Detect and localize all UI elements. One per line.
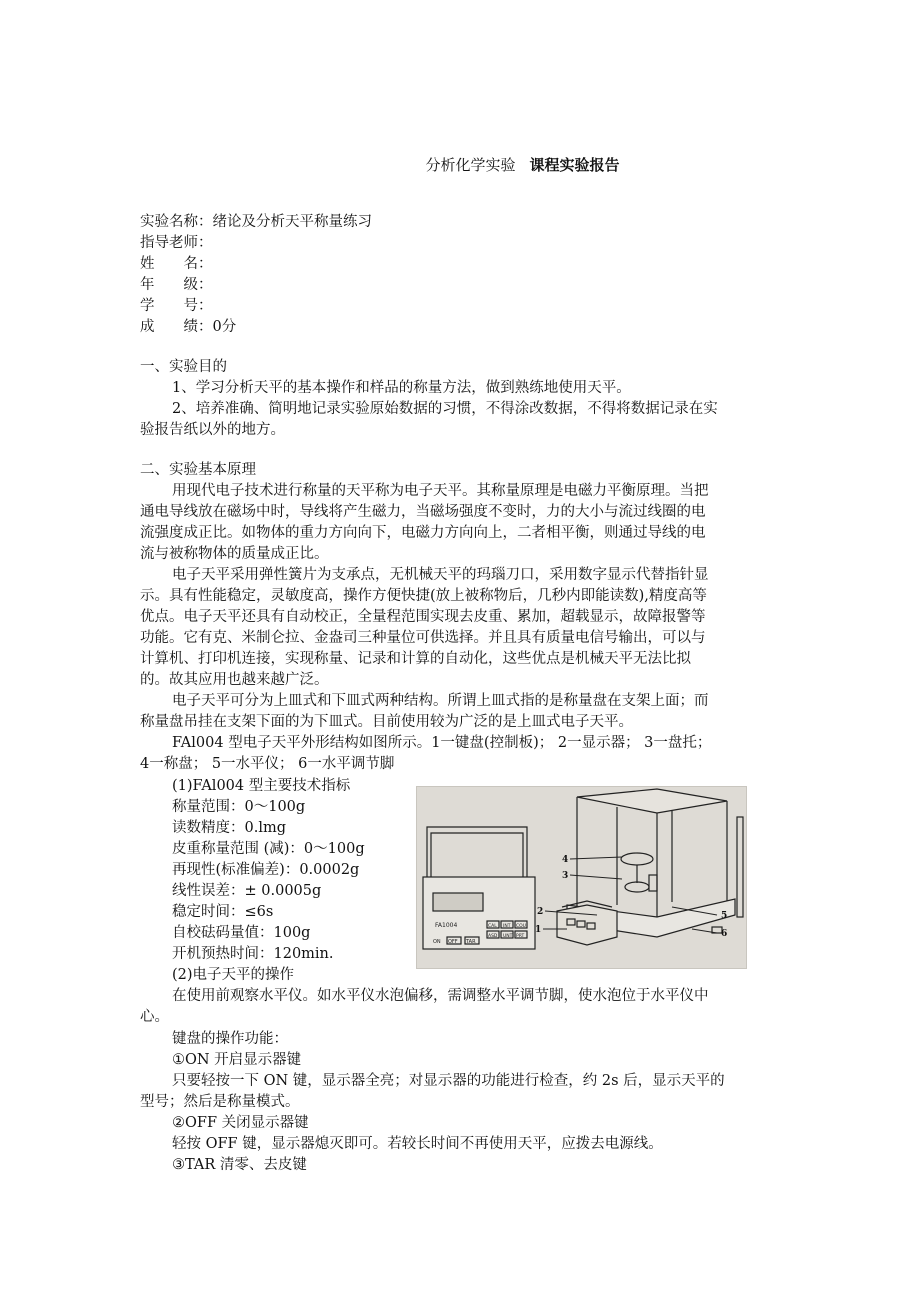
report-title <box>0 154 920 175</box>
key-tar-label: TAR <box>466 939 476 945</box>
section2-line: 功能。它有克、米制仑拉、金盎司三种量位可供选择。并且具有质量电信号输出，可以与 <box>140 630 706 646</box>
info-label: 成 绩： <box>140 319 213 335</box>
section2-line: 电子天平采用弹性簧片为支承点，无机械天平的玛瑙刀口，采用数字显示代替指针显 <box>172 567 709 583</box>
callout-2: 2 <box>537 907 544 917</box>
panel-brand-label: FA1004 <box>435 922 458 929</box>
key-int-label: INT <box>503 924 511 929</box>
operation-line: 键盘的操作功能： <box>172 1031 288 1047</box>
info-grade-year <box>140 276 213 295</box>
section2-heading: 二、实验基本原理 <box>140 462 256 478</box>
title-report: 课程实验报告 <box>529 156 620 174</box>
section2-line: FAl004 型电子天平外形结构如图所示。1一键盘(控制板)； 2一显示器； 3一盘托； <box>172 735 712 751</box>
info-label: 指导老师： <box>140 235 213 251</box>
info-student-id <box>140 297 213 316</box>
section2-line: 称量盘吊挂在支架下面的为下皿式。目前使用较为广泛的是上皿式电子天平。 <box>140 714 633 730</box>
key-off-label: OFF <box>448 939 458 945</box>
section2-line: 电子天平可分为上皿式和下皿式两种结构。所谓上皿式指的是称量盘在支架上面；而 <box>172 693 709 709</box>
spec-item: 自校砝码量值：100g <box>172 925 311 941</box>
section2-line: 4一称盘； 5一水平仪； 6一水平调节脚 <box>140 756 395 772</box>
section1-line: 验报告纸以外的地方。 <box>140 422 285 438</box>
operation-line: 型号；然后是称量模式。 <box>140 1094 300 1110</box>
info-value: 绪论及分析天平称量练习 <box>212 214 372 230</box>
section1-line: 1、学习分析天平的基本操作和样品的称量方法，做到熟练地使用天平。 <box>172 380 631 396</box>
balance-drawing <box>417 787 746 968</box>
key-asd-label: ASD <box>488 934 498 939</box>
section1-heading: 一、实验目的 <box>140 359 227 375</box>
operation-heading: (2)电子天平的操作 <box>172 967 295 983</box>
section2-line: 计算机、打印机连接，实现称量、记录和计算的自动化，这些优点是机械天平无法比拟 <box>140 651 691 667</box>
callout-1: 1 <box>535 925 542 935</box>
specs-heading: (1)FAl004 型主要技术指标 <box>172 778 351 794</box>
spec-item: 线性误差：± 0.0005g <box>172 883 322 899</box>
info-score <box>140 318 236 337</box>
callout-5: 5 <box>721 911 728 921</box>
info-experiment-name <box>140 213 372 232</box>
operation-line: 在使用前观察水平仪。如水平仪水泡偏移，需调整水平调节脚，使水泡位于水平仪中 <box>172 988 709 1004</box>
section2-line: 通电导线放在磁场中时，导线将产生磁力，当磁场强度不变时，力的大小与流过线圈的电 <box>140 504 706 520</box>
key-on-label: ON <box>433 939 441 945</box>
spec-item: 皮重称量范围 (减)：0～100g <box>172 841 365 857</box>
operation-line: 只要轻按一下 ON 键，显示器全亮；对显示器的功能进行检查，约 2s 后，显示天平的 <box>172 1073 725 1089</box>
info-value: 0分 <box>212 319 237 335</box>
info-label: 学 号： <box>140 298 213 314</box>
spec-item: 称量范围：0～100g <box>172 799 306 815</box>
key-unt-label: UNT <box>503 934 513 939</box>
operation-line: ①ON 开启显示器键 <box>172 1052 302 1068</box>
balance-figure <box>416 786 747 969</box>
info-label: 年 级： <box>140 277 213 293</box>
operation-line: ③TAR 清零、去皮键 <box>172 1157 307 1173</box>
spec-item: 开机预热时间：120min. <box>172 946 334 962</box>
spec-item: 稳定时间：≤6s <box>172 904 274 920</box>
callout-6: 6 <box>721 929 728 939</box>
section2-line: 的。故其应用也越来越广泛。 <box>140 672 329 688</box>
key-cal-label: CAL <box>488 924 497 929</box>
section2-line: 流强度成正比。如物体的重力方向向下，电磁力方向向上，二者相平衡，则通过导线的电 <box>140 525 706 541</box>
section2-line: 用现代电子技术进行称量的天平称为电子天平。其称量原理是电磁力平衡原理。当把 <box>172 483 709 499</box>
spec-item: 再现性(标准偏差)：0.0002g <box>172 862 360 878</box>
info-instructor <box>140 234 213 253</box>
info-label: 姓 名： <box>140 256 213 272</box>
spec-item: 读数精度：0.lmg <box>172 820 287 836</box>
operation-line: 心。 <box>140 1009 169 1025</box>
section2-line: 优点。电子天平还具有自动校正，全量程范围实现去皮重、累加，超载显示，故障报警等 <box>140 609 706 625</box>
key-cou-label: COU <box>516 924 526 929</box>
title-course: 分析化学实验 <box>425 156 516 174</box>
operation-line: 轻按 OFF 键，显示器熄灭即可。若较长时间不再使用天平，应拨去电源线。 <box>172 1136 663 1152</box>
callout-3: 3 <box>562 871 569 881</box>
key-prt-label: PRT <box>516 934 525 939</box>
section2-line: 流与被称物体的质量成正比。 <box>140 546 329 562</box>
callout-4: 4 <box>562 855 569 865</box>
section1-line: 2、培养准确、简明地记录实验原始数据的习惯，不得涂改数据，不得将数据记录在实 <box>172 401 718 417</box>
operation-line: ②OFF 关闭显示器键 <box>172 1115 309 1131</box>
section2-line: 示。具有性能稳定，灵敏度高，操作方便快捷(放上被称物后，几秒内即能读数),精度高等 <box>140 588 707 604</box>
info-name <box>140 255 213 274</box>
info-label: 实验名称： <box>140 214 213 230</box>
